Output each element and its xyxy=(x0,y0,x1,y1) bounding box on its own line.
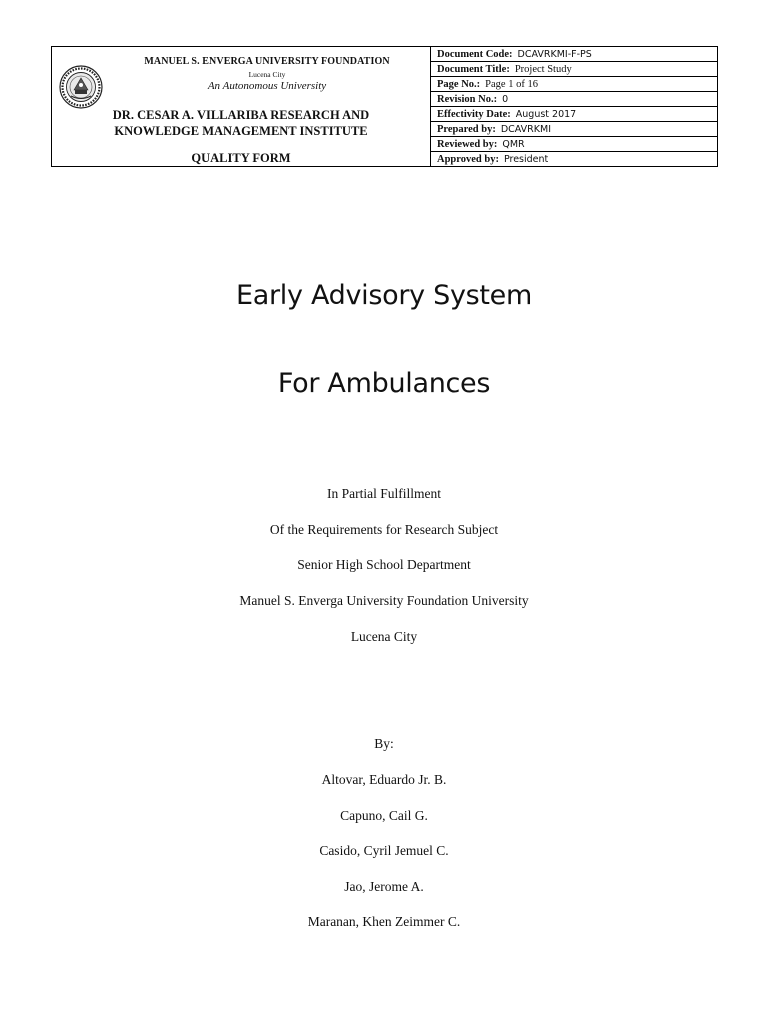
meta-label: Document Title xyxy=(437,63,507,75)
fulfillment-line: Lucena City xyxy=(350,629,418,644)
meta-row-revision-no xyxy=(431,92,717,107)
document-title-line1: Early Advisory System xyxy=(235,280,532,311)
author-name: Maranan, Khen Zeimmer C. xyxy=(307,914,461,929)
meta-value: DCAVRKMI-F-PS xyxy=(517,48,592,60)
university-seal-icon xyxy=(59,65,103,109)
meta-label: Document Code xyxy=(437,48,510,60)
org-city: Lucena City xyxy=(248,70,286,79)
header-organization-cell xyxy=(52,47,431,166)
authors-by-label: By: xyxy=(374,736,394,751)
author-name: Casido, Cyril Jemuel C. xyxy=(319,843,449,858)
author-name: Capuno, Cail G. xyxy=(340,808,428,823)
meta-separator: : xyxy=(509,48,513,60)
meta-separator: : xyxy=(476,78,481,90)
meta-label: Effectivity Date xyxy=(437,108,508,120)
meta-value: QMR xyxy=(502,138,525,150)
meta-value: Project Study xyxy=(514,63,572,75)
author-name: Altovar, Eduardo Jr. B. xyxy=(321,772,447,787)
meta-value: Page 1 of 16 xyxy=(485,78,538,90)
meta-label: Approved by xyxy=(437,153,496,165)
meta-row-page-no xyxy=(431,77,717,92)
form-name: QUALITY FORM xyxy=(191,151,291,165)
meta-row-approved-by xyxy=(431,152,717,166)
document-meta-table xyxy=(431,47,717,166)
meta-label: Revision No. xyxy=(437,93,494,105)
institute-name-line2: KNOWLEDGE MANAGEMENT INSTITUTE xyxy=(114,124,368,138)
meta-label: Page No. xyxy=(437,78,477,90)
document-title-line2: For Ambulances xyxy=(277,368,491,399)
meta-value: 0 xyxy=(502,93,509,105)
meta-value: President xyxy=(503,153,549,165)
meta-separator: : xyxy=(493,93,498,105)
meta-separator: : xyxy=(492,123,496,135)
fulfillment-line: Manuel S. Enverga University Foundation University xyxy=(239,593,529,608)
quality-form-header xyxy=(51,46,718,167)
institute-name-line1: DR. CESAR A. VILLARIBA RESEARCH AND xyxy=(112,108,370,122)
org-name: MANUEL S. ENVERGA UNIVERSITY FOUNDATION xyxy=(144,56,390,67)
fulfillment-line: Senior High School Department xyxy=(297,557,471,572)
org-tagline: An Autonomous University xyxy=(207,80,327,92)
meta-separator: : xyxy=(506,63,510,75)
meta-row-document-code xyxy=(431,47,717,62)
meta-separator: : xyxy=(507,108,511,120)
meta-row-prepared-by xyxy=(431,122,717,137)
fulfillment-line: Of the Requirements for Research Subject xyxy=(269,522,499,537)
meta-row-reviewed-by xyxy=(431,137,717,152)
fulfillment-line: In Partial Fulfillment xyxy=(327,486,441,501)
meta-row-document-title xyxy=(431,62,717,77)
author-name: Jao, Jerome A. xyxy=(344,879,424,894)
meta-value: August 2017 xyxy=(515,108,577,120)
meta-label: Prepared by xyxy=(437,123,493,135)
meta-row-effectivity-date xyxy=(431,107,717,122)
meta-separator: : xyxy=(493,138,498,150)
meta-separator: : xyxy=(495,153,499,165)
meta-label: Reviewed by xyxy=(437,138,494,150)
meta-value: DCAVRKMI xyxy=(500,123,551,135)
